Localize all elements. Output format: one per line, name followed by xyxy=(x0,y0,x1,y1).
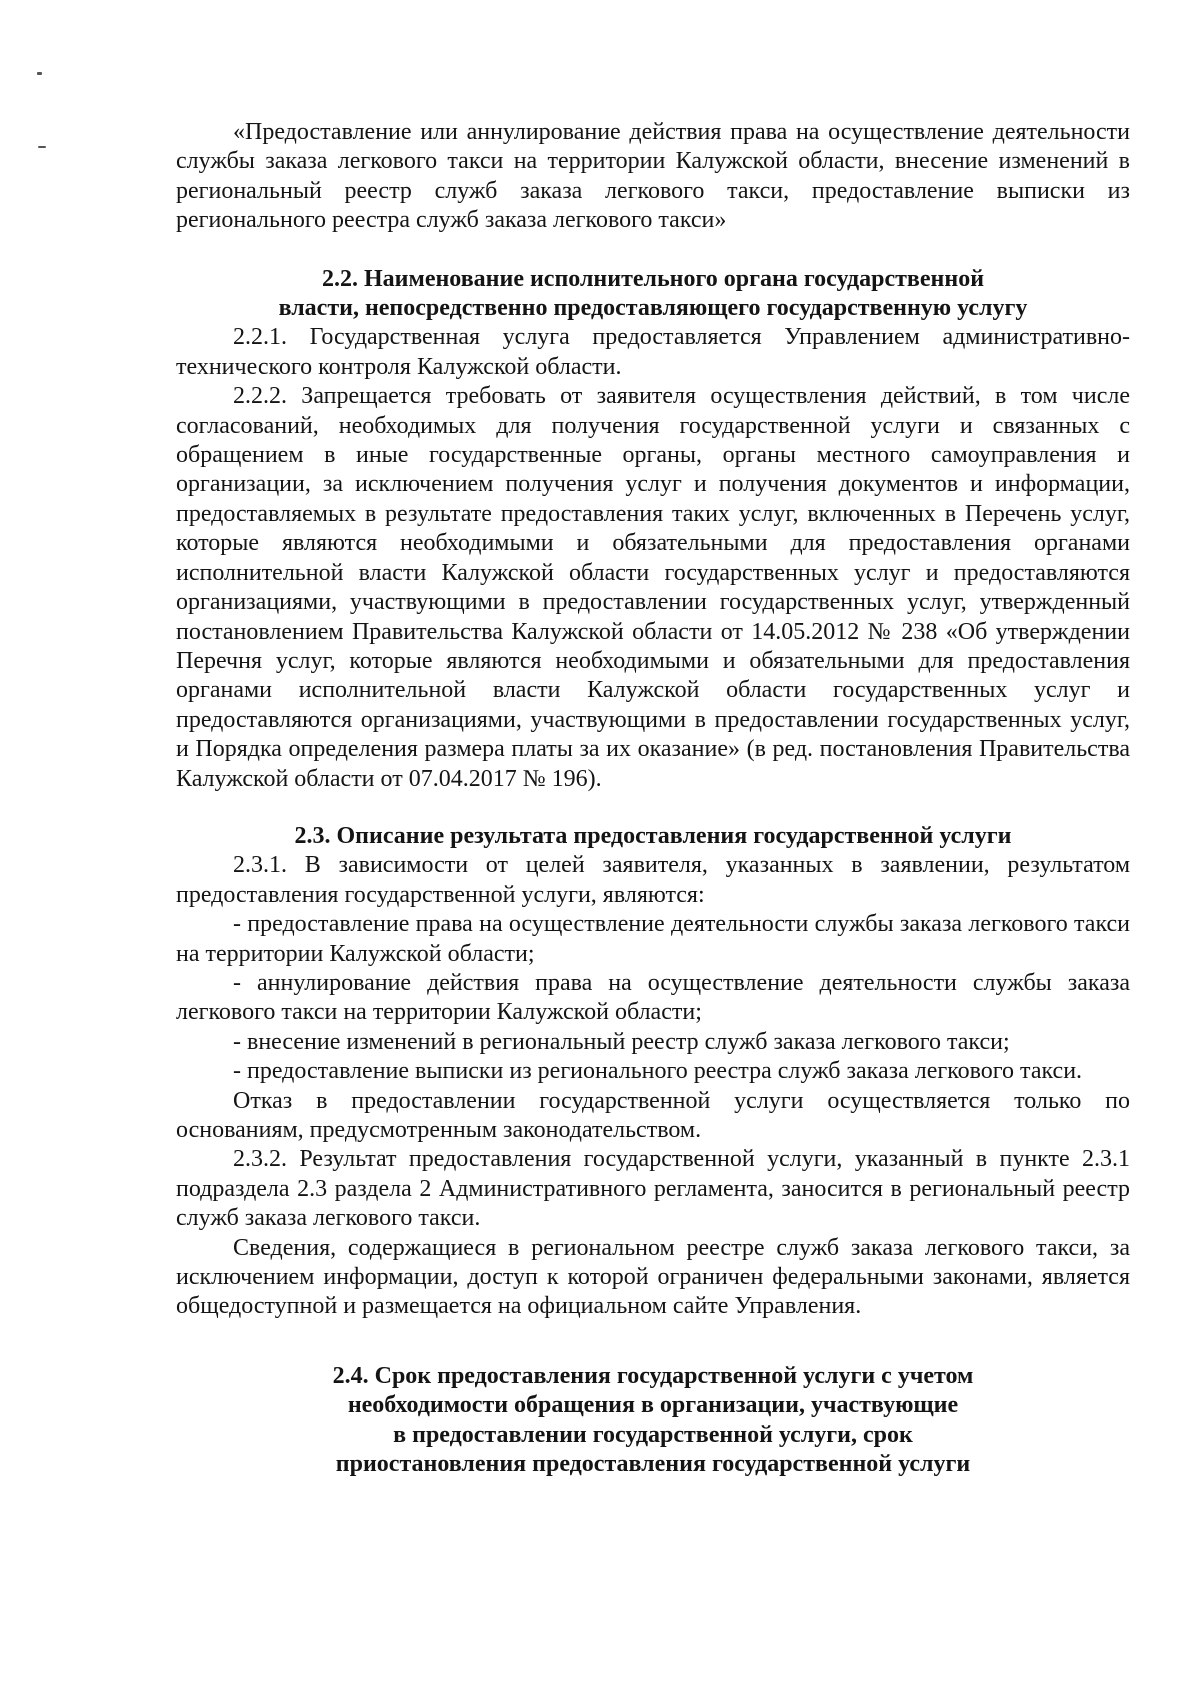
section-2-4-heading-line-4: приостановления предоставления государственной услуги xyxy=(335,1451,971,1478)
section-2-2-heading-line-2: власти, непосредственно предоставляющего государственную услугу xyxy=(278,295,1028,322)
section-2-3-heading: 2.3. Описание результата предоставления государственной услуги xyxy=(294,822,1012,849)
scan-mark-1 xyxy=(37,72,42,75)
section-2-2-heading-line-1: 2.2. Наименование исполнительного органа государственной xyxy=(321,265,985,292)
intro-paragraph: «Предоставление или аннулирование действия права на осуществление деятельности службы заказа легкового такси на территории Калужской области, внесение изменений в региональный реестр служб заказа легкового такси, предоставление выписки из регионального реестра служб заказа легкового такси» xyxy=(176,119,1130,234)
section-2-3-paragraph-3: Сведения, содержащиеся в региональном реестре служб заказа легкового такси, за исключением информации, доступ к которой ограничен федеральными законами, является общедоступной и размещается на официальном сайте Управления. xyxy=(176,1234,1130,1320)
spacer xyxy=(176,794,1130,822)
scan-mark-2 xyxy=(38,146,46,148)
section-2-3-paragraph-2: 2.3.2. Результат предоставления государственной услуги, указанный в пункте 2.3.1 подраздела 2.3 раздела 2 Административного регламента, заносится в региональный реестр служб заказа легкового такси. xyxy=(176,1146,1130,1232)
result-list-item: - внесение изменений в региональный реестр служб заказа легкового такси; xyxy=(233,1028,1010,1055)
section-2-2-paragraph-1: 2.2.1. Государственная услуга предоставляется Управлением административно-технического контроля Калужской области. xyxy=(176,324,1130,380)
refusal-paragraph: Отказ в предоставлении государственной услуги осуществляется только по основаниям, предусмотренным законодательством. xyxy=(176,1087,1130,1143)
result-list-item: - предоставление права на осуществление деятельности службы заказа легкового такси на территории Калужской области; xyxy=(176,911,1130,967)
document-page xyxy=(176,118,1130,1479)
spacer xyxy=(176,1322,1130,1362)
section-2-4-heading-line-3: в предоставлении государственной услуги, срок xyxy=(393,1421,913,1448)
result-list-item: - предоставление выписки из регионального реестра служб заказа легкового такси. xyxy=(233,1058,1083,1085)
section-2-4-heading-line-1: 2.4. Срок предоставления государственной услуги с учетом xyxy=(332,1362,974,1389)
section-2-4-heading-line-2: необходимости обращения в организации, участвующие xyxy=(347,1392,959,1419)
result-list-item: - аннулирование действия права на осуществление деятельности службы заказа легкового такси на территории Калужской области; xyxy=(176,969,1130,1026)
section-2-2-paragraph-2: 2.2.2. Запрещается требовать от заявителя осуществления действий, в том числе согласований, необходимых для получения государственной услуги и связанных с обращением в иные государственные органы, органы местного самоуправления и организации, за исключением получения услуг и получения документов и информации, предоставляемых в результате предоставления таких услуг, включенных в Перечень услуг, которые являются необходимыми и обязательными для предоставления органами исполнительной власти Калужской области государственных услуг и предоставляются организациями, участвующими в предоставлении государственных услуг, утвержденный постановлением Правительства Калужской области от 14.05.2012 № 238 «Об утверждении Перечня услуг, которые являются необходимыми и обязательными для предоставления органами исполнительной власти Калужской области государственных услуг и предоставляются организациями, участвующими в предоставлении государственных услуг, и Порядка определения размера платы за их оказание» (в ред. постановления Правительства Калужской области от 07.04.2017 № 196). xyxy=(176,383,1130,792)
spacer xyxy=(176,236,1130,265)
section-2-3-paragraph-1: 2.3.1. В зависимости от целей заявителя, указанных в заявлении, результатом предоставления государственной услуги, являются: xyxy=(176,852,1130,908)
